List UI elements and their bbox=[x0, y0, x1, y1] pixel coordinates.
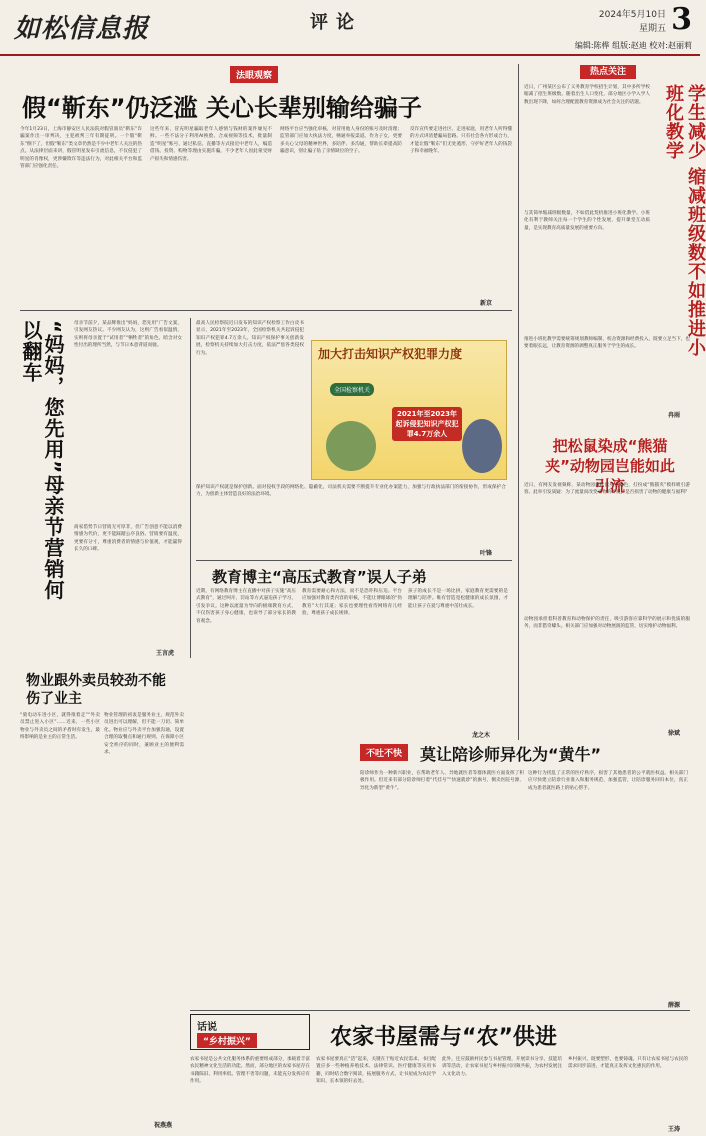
story1-col2: 这些年来，冒充明星骗取老年人感情与钱财的案件屡见不鲜。一些不法分子利用AI换脸、合成视频等技术，批量制造“明星”账号，通过私信、直播等方式接近中老年人，编造借钱、投资、购物等理由实施诈骗，不少老年人因此蒙受财产损失和情感伤害。 bbox=[150, 127, 272, 162]
story4-col2: 保护知识产权就是保护创新。面对侵权手段的网络化、隐蔽化，司法机关需要不断提升专业化办案能力，加强与行政执法部门的衔接协作，形成保护合力，为创新主体营造良好的法治环境。 bbox=[196, 485, 506, 498]
column-tag-buto: 不吐不快 bbox=[360, 744, 408, 761]
story6-author: 薛源 bbox=[668, 1002, 681, 1009]
hot-topic-tag: 热点关注 bbox=[524, 64, 692, 77]
story9-col3: 此外，还应鼓励村民参与书屋管理，开展读书分享、技能培训等活动，让农家书屋与乡村振兴同频共振，为农村发展注入文化动力。 bbox=[442, 1057, 562, 1077]
illustration-label: 全国检察机关 bbox=[330, 383, 374, 396]
issue-date: 2024年5月10日 bbox=[598, 10, 666, 20]
story8-author: 徐斌 bbox=[668, 730, 681, 737]
column-tag-rural bbox=[190, 1014, 310, 1050]
story9-col2: 农家书屋要真正“活”起来，关键在于贴近农民需求。书目配置应多一些种植养殖技术、法律常识、医疗健康等实用书籍，同时结合数字阅读，拓展服务方式，让书屋成为农民学知识、长本领的好去处。 bbox=[316, 1057, 436, 1085]
column-title: 话说 bbox=[197, 1022, 217, 1033]
story2-author: 王言虎 bbox=[156, 650, 175, 657]
story1-col4: 反诈宣传要走进社区、走进家庭，用老年人听得懂的方式讲清楚骗局套路。只有社会各方形成合力，才能让假“靳东”们无处遁形，守护好老年人的钱袋子和幸福晚年。 bbox=[410, 127, 512, 155]
story2-col2: 商家借势节日营销无可厚非，但广告创意不能以消费情感为代价，更不能踩踏公序良俗。营销要有温度，更要有分寸，尊重消费者的情感与价值观，才能赢得长久的口碑。 bbox=[74, 525, 182, 553]
page-number: 3 bbox=[671, 2, 692, 37]
story2-col1: 母亲节前夕，某品牌推出“妈妈，您先用”广告文案，引发网友热议。不少网友认为，这则广告看似温情，实则将母亲置于“试用者”“牺牲者”的角色，暗含对女性付出的理所当然，与节日本意背道而驰。 bbox=[74, 321, 182, 349]
story1-author: 新京 bbox=[480, 300, 493, 307]
issue-weekday: 星期五 bbox=[638, 24, 666, 34]
headline-jindong: 假“靳东”仍泛滥 关心长辈别输给骗子 bbox=[22, 94, 422, 122]
headline-property: 物业跟外卖员较劲不能伤了业主 bbox=[26, 673, 166, 707]
section-name: 评论 bbox=[310, 12, 362, 33]
column-name: “乡村振兴” bbox=[197, 1033, 257, 1048]
story3-col1: “骑电动车进小区，就得推着走”“外卖员禁止进入小区”……近来，一些小区物业与外卖员之间的矛盾时有发生，最终影响的是业主的正常生活。 bbox=[20, 713, 100, 741]
story7-col3: 推进小班化教学需要统筹规划教师编制、校舍资源和经费投入，既要立足当下，也要着眼长远，让教育资源的调整真正服务于学生的成长。 bbox=[524, 337, 690, 350]
story7-author: 冉雨 bbox=[668, 412, 681, 419]
column-tag-fayan: 法眼观察 bbox=[230, 66, 278, 83]
story5-col2: 教育需要耐心和方法，而不是恐吓和压迫。平台应加强对教育类内容的审核，不能让博眼球的“伪教育”大行其道；家长也要理性看待网络育儿经验，尊重孩子成长规律。 bbox=[302, 589, 402, 617]
headline-rural-library: 农家书屋需与“农”供进 bbox=[330, 1025, 557, 1050]
story6-col1: 陪诊师作为一种新兴职业，在帮助老年人、异地就医者等群体就医方面发挥了积极作用。但近来有部分陪诊师打着“代挂号”“快速就诊”的旗号，倒卖医院号源，异化为新型“黄牛”。 bbox=[360, 771, 524, 791]
story1-col3: 网络平台应当强化审核，对冒用他人身份的账号及时清理；监管部门应加大执法力度，畅通举报渠道。作为子女，更要多关心父母的精神世界，多陪伴、多沟通，帮助长辈提高防骗意识，别让骗子钻了亲情缺位的空子。 bbox=[280, 127, 402, 155]
illustration-title: 加大打击知识产权犯罪力度 bbox=[318, 347, 463, 361]
story7-col1: 近日，广州某区公布了义务教育学校招生计划，其中多所学校缩减了招生班级数。随着出生人口变化，部分地区小学入学人数出现下降，如何合理配置教育资源成为社会关注的话题。 bbox=[524, 85, 650, 105]
figure-right-icon bbox=[462, 419, 502, 473]
headline-mothers-day: “妈妈，您先用”母亲节营销何以翻车 bbox=[19, 320, 65, 601]
story4-col1: 最高人民检察院近日发布的知识产权检察工作白皮书显示，2021年至2023年，全国检察机关共起诉侵犯知识产权犯罪4.7万余人。知识产权保护事关创新发展，检察机关持续加大打击力度，依法严惩各类侵权行为。 bbox=[196, 321, 304, 356]
story8-col1: 近日，有网友发视频称，某动物园将松鼠身上染色，打扮成“熊猫夹”模样吸引游客。此举引发质疑：为了流量而改变动物的外观，是否损害了动物的健康与福利？ bbox=[524, 483, 690, 496]
story9-author: 王涛 bbox=[668, 1126, 681, 1133]
story9-col1: 农家书屋是公共文化服务体系的重要组成部分，承载着丰富农民精神文化生活的功能。然而，部分地区的农家书屋存在书籍陈旧、利用率低、管理不善等问题，未能充分发挥应有作用。 bbox=[190, 1057, 310, 1085]
figure-left-icon bbox=[326, 421, 376, 471]
story8-col2: 动物园承担着科普教育和动物保护的责任，吸引游客应靠科学的展示和优质的服务，而非猎奇噱头。相关部门应加强对动物展演的监管，切实维护动物福利。 bbox=[524, 617, 690, 630]
story5-author: 龙之木 bbox=[472, 732, 491, 739]
story7-col2: 与其简单缩减班级数量，不如借此契机推进小班化教学。小班化有利于教师关注每一个学生的个性发展，提升课堂互动质量，是实现教育高质量发展的重要方向。 bbox=[524, 211, 650, 231]
date-box bbox=[599, 8, 666, 36]
illustration-badge: 2021年至2023年起诉侵犯知识产权犯罪4.7万余人 bbox=[392, 407, 462, 441]
story5-col1: 近期，有网络教育博主在直播中对孩子实施“高压式教育”，通过呵斥、罚站等方式逼迫孩子学习，引发争议。这种以流量为导向的极端教育方式，不仅伤害孩子身心健康，也误导了部分家长的教育观念。 bbox=[196, 589, 296, 624]
divider bbox=[196, 560, 512, 561]
headline-education-blogger: 教育博主“高压式教育”误人子弟 bbox=[212, 568, 427, 586]
story9-col4: 乡村振兴，既要塑形，也要铸魂。只有让农家书屋与农民的需求同步前进，才能真正发挥文化惠民的作用。 bbox=[568, 1057, 688, 1070]
story1-col1: 今年1月23日，上海市静安区人民法院对假冒演员“靳东”诈骗案作出一审判决，主犯被判三年有期徒刑。一个假“靳东”倒下了，但假“靳东”类文章仍然是不少中老年人关注的热点。从法律层面来讲，假冒明星发布引流信息，不仅侵犯了明星的肖像权，更涉嫌欺诈等违法行为，对此相关平台和监管部门应强化责任。 bbox=[20, 127, 142, 170]
story4-author: 叶锋 bbox=[480, 550, 493, 557]
story5-col3: 孩子的成长不是一场比拼，家庭教育更需要的是理解与陪伴。唯有营造宽松健康的成长氛围，才能让孩子在爱与尊重中茁壮成长。 bbox=[408, 589, 508, 609]
editor-credits: 编辑:陈桦 组版:赵迪 校对:赵丽莉 bbox=[574, 41, 692, 50]
headline-escort-scalper: 莫让陪诊师异化为“黄牛” bbox=[420, 745, 602, 764]
divider bbox=[190, 318, 191, 658]
divider bbox=[20, 310, 512, 311]
divider bbox=[518, 64, 519, 740]
headline-small-class: 学生减少 缩减班级数不如推进小班化教学 bbox=[663, 84, 706, 358]
story3-author: 祝燕燕 bbox=[154, 1122, 173, 1129]
masthead bbox=[0, 0, 700, 56]
divider bbox=[190, 1010, 690, 1011]
newspaper-logo: 如松信息报 bbox=[14, 14, 150, 44]
headline-squirrel: 把松鼠染成“熊猫夹”动物园岂能如此引流 bbox=[545, 437, 675, 495]
story6-col2: 这种行为扰乱了正常的医疗秩序，损害了其他患者的公平就医权益。相关部门应尽快建立陪诊行业准入和服务规范，加强监管，让陪诊服务回归本位，真正成为患者就医路上的贴心帮手。 bbox=[528, 771, 688, 791]
story3-col2: 物业管理的初衷是服务业主，规范外卖员进出可以理解，但不能一刀切、简单化。物业应与外卖平台加强沟通，设置合理的取餐点和通行规则，在保障小区安全秩序的同时，兼顾业主的便利需求。 bbox=[104, 713, 184, 756]
ip-protection-illustration bbox=[311, 340, 507, 480]
